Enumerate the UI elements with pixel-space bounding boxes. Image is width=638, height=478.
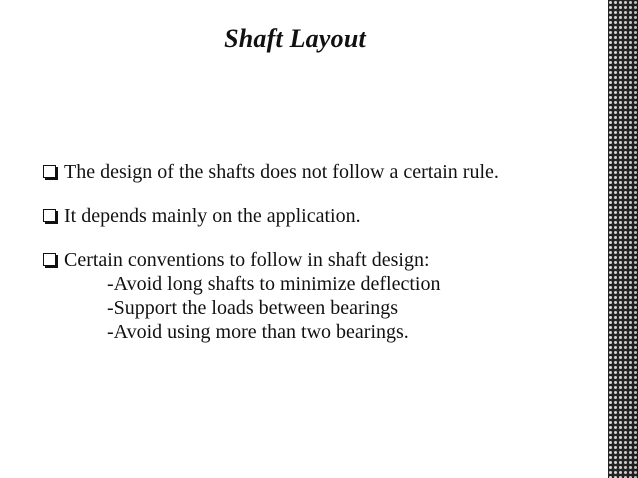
bullet-item xyxy=(42,248,592,272)
bullet-text: It depends mainly on the application. xyxy=(64,205,361,227)
sub-item: -Avoid long shafts to minimize deflection xyxy=(107,273,441,295)
checkbox-square-icon xyxy=(43,209,56,222)
sub-item: -Support the loads between bearings xyxy=(107,297,399,319)
bullet-text: The design of the shafts does not follow a certain rule. xyxy=(64,161,499,183)
bullet-item xyxy=(42,160,592,184)
bullet-text: Certain conventions to follow in shaft design: xyxy=(64,249,430,271)
bullet-list xyxy=(42,160,592,344)
bullet-item xyxy=(42,204,592,228)
checkbox-square-icon xyxy=(43,165,56,178)
decorative-edge-strip xyxy=(598,0,638,478)
slide-title: Shaft Layout xyxy=(224,24,366,53)
checkbox-square-icon xyxy=(43,253,56,266)
sub-item: -Avoid using more than two bearings. xyxy=(107,321,409,343)
